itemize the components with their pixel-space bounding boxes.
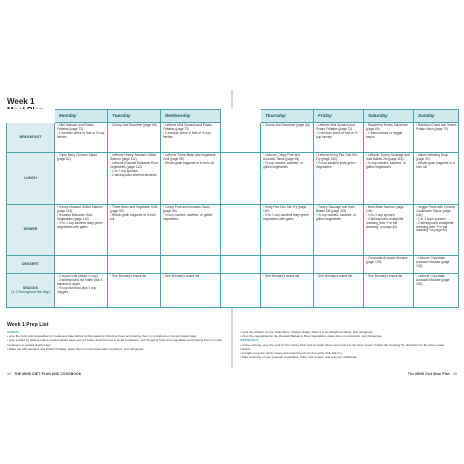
meal-item: • Mini Spinach and Potato Frittatas (page 72) xyxy=(57,124,105,132)
meal-item: • Whole-grain baguette or 6-inch roll xyxy=(163,162,218,166)
meal-row-breakfast xyxy=(7,123,459,153)
day-header: Monday xyxy=(55,110,108,123)
meal-item: • Cherry-Oat Smoothie (page 66) xyxy=(110,124,158,128)
meal-label xyxy=(7,123,55,153)
gutter-cell xyxy=(221,123,261,153)
meal-item: • 1 to 2 cups spinach xyxy=(416,218,456,222)
meal-item: • Leftover Kung Pao Tofu Stir-Fry (page 100) xyxy=(316,154,361,162)
gutter-cell xyxy=(221,153,261,205)
meal-item: • 2 slices turkey or veggie bacon xyxy=(366,132,411,140)
day-header: Wednesday xyxy=(161,110,221,123)
meal-item: • ½ cup roasted, sautéed, or grilled vegetables xyxy=(316,214,361,222)
meal-item: • Leftover Three-Bean and Vegetable Chili (page 96) xyxy=(163,154,218,162)
gutter-cell xyxy=(221,256,261,274)
day-header: Sunday xyxy=(414,110,459,123)
day-header: Saturday xyxy=(364,110,414,123)
meal-item: • See Monday's snack list xyxy=(163,275,218,279)
meal-item: • ½ cup sautéed leafy green vegetables xyxy=(316,162,361,170)
prep-item: • In the morning, prep the pork for the Crispy Pork and Avocado Tacos and cook it in the slow cooker. Follow the Cooking Tip directions for the slow cooker method. xyxy=(240,343,455,351)
meal-item: • Leftover Roasted Balsamic Root Vegetables (page 114) xyxy=(110,162,158,170)
meal-item: • Raspberry-Honey Macaroon (page 69) xyxy=(366,124,411,132)
meal-cell xyxy=(261,123,314,153)
meal-cell xyxy=(314,205,364,256)
meal-item: • 1 medium piece of fruit or ½ cup berries xyxy=(57,132,105,140)
meal-item: • Three-Bean and Vegetable Chili (page 96) xyxy=(110,206,158,214)
meal-cell xyxy=(108,123,161,153)
meal-label xyxy=(7,205,55,256)
page-number-right: 45 xyxy=(453,372,457,376)
meal-item: • 2 tablespoons slivered almonds xyxy=(110,174,158,178)
meal-label-text: BREAKFAST xyxy=(19,134,42,139)
meal-row-lunch xyxy=(7,153,459,205)
meal-cell xyxy=(414,256,459,274)
prep-list-title: Week 1 Prep List xyxy=(7,322,49,328)
meal-item: • 2 tablespoons vinaigrette dressing (see "For the dressing" on page 82) xyxy=(366,218,411,230)
prep-item: • Make the Mini Spinach and Potato Frittatas, place them in microwave-safe containers, and refrigerate. xyxy=(7,347,222,351)
meal-item: • ½ cup roasted, sautéed, or grilled vegetables xyxy=(263,162,311,170)
meal-label-text: LUNCH xyxy=(24,175,37,180)
corner-cell xyxy=(7,110,55,123)
prep-item: • cook the chicken for the Triple Berry Chicken Salad, place it in an airtight container, and refrigerate. xyxy=(240,330,455,334)
meal-item: • Rainbow Chard and Sweet Potato Hash (page 70) xyxy=(416,124,456,132)
meal-item: • Chocolate Avocado Mousse (page 126) xyxy=(366,257,411,265)
meal-cell xyxy=(108,274,161,308)
meal-item: • Leftover Mini Spinach and Potato Frittatas (page 72) xyxy=(316,124,361,132)
meal-cell xyxy=(414,153,459,205)
meal-item: • Honey-Mustard Grilled Salmon (page 112) xyxy=(57,206,105,214)
meal-cell xyxy=(414,123,459,153)
meal-cell xyxy=(261,256,314,274)
meal-cell xyxy=(108,153,161,205)
meal-label xyxy=(7,153,55,205)
day-header: Friday xyxy=(314,110,364,123)
snacks-note: (1-2 throughout the day) xyxy=(11,289,50,294)
meal-item: • ½ cup roasted, sautéed, or grilled vegetables xyxy=(163,214,218,222)
meal-label-text: SNACKS xyxy=(22,285,39,290)
meal-item: • 1 medium piece of fruit or ½ cup berries xyxy=(163,132,218,140)
meal-item: • Leftover Chocolate Avocado Mousse (page 126) xyxy=(416,275,456,287)
meal-row-snacks xyxy=(7,274,459,308)
prep-day-heading: SUNDAY xyxy=(7,330,20,334)
meal-cell xyxy=(161,205,221,256)
meal-item: • See Monday's snack list xyxy=(366,275,411,279)
meal-item: • ½ cup hummus plus 1 cup veggies xyxy=(57,287,105,295)
meal-row-dinner xyxy=(7,205,459,256)
day-header: Thursday xyxy=(261,110,314,123)
meal-item: • Turkey Sausage and Kale Baked Ziti (page 118) xyxy=(316,206,361,214)
meal-item: • 2 tablespoons vinaigrette dressing (see "For the dressing" on page 82) xyxy=(416,222,456,234)
meal-cell xyxy=(364,123,414,153)
meal-item: • ½ to 1 cup sauteed leafy green vegetables with garlic xyxy=(57,222,105,230)
meal-item: • Whole-grain baguette or 6-inch roll xyxy=(416,162,456,170)
meal-cell xyxy=(55,205,108,256)
meal-item: • ½ to 1 cup spinach xyxy=(366,214,411,218)
meal-label-text: DESSERT xyxy=(22,261,39,266)
meal-item: • Leftover Mini Spinach and Potato Frittatas (page 72) xyxy=(163,124,218,132)
meal-cell xyxy=(108,256,161,274)
meal-item: • 1 medium piece of fruit or ½ cup berries xyxy=(316,132,361,140)
prep-day-heading: WEDNESDAY xyxy=(240,338,260,343)
meal-item: • Triple Berry Chicken Salad (page 80) xyxy=(57,154,105,162)
meal-item: • 1 ounce nuts (about ¼ cup) xyxy=(57,275,105,279)
meal-item: • Leftover Honey-Mustard Grilled Salmon (page 112) xyxy=(110,154,158,162)
meal-plan-table xyxy=(6,109,459,308)
meal-cell xyxy=(55,274,108,308)
meal-cell xyxy=(364,205,414,256)
meal-label xyxy=(7,256,55,274)
book-title: THE MIND DIET PLAN AND COOKBOOK xyxy=(14,372,82,376)
meal-item: • ½ to 1 cup sautéed leafy green vegetables with garlic xyxy=(263,214,311,222)
meal-item: • Italian Wedding Soup (page 92) xyxy=(416,154,456,162)
meal-cell xyxy=(364,153,414,205)
gutter-cell xyxy=(221,274,261,308)
meal-item: • Crispy Pork and Avocado Tacos (page 98) xyxy=(163,206,218,214)
meal-item: • 1 to 2 cup spinach xyxy=(110,170,158,174)
meal-item: • ½ cup roasted, sautéed, or grilled vegetables xyxy=(366,162,411,170)
meal-cell xyxy=(414,205,459,256)
day-header: Tuesday xyxy=(108,110,161,123)
meal-row-dessert xyxy=(7,256,459,274)
day-header-row xyxy=(7,110,459,123)
gutter-cell xyxy=(221,110,261,123)
prep-item: • prep snacks by placing nuts in sealed plastic bags and nut butter and hummus in small containers, and chopping fruits and vegetables and placing them in small containers or sealed plastic bags. xyxy=(7,338,222,346)
page-number-left: 44 xyxy=(7,372,11,376)
meal-cell xyxy=(314,274,364,308)
meal-cell xyxy=(161,274,221,308)
meal-cell xyxy=(161,153,221,205)
meal-cell xyxy=(261,274,314,308)
meal-cell xyxy=(55,153,108,205)
meal-cell xyxy=(55,256,108,274)
prep-list-right xyxy=(240,330,455,359)
meal-item: • See Monday's snack list xyxy=(263,275,311,279)
meal-item: • 2 tablespoons nut butter plus 1 banana or apple xyxy=(57,279,105,287)
prep-item: • At night, prep the stir-fry sauce and cook the tofu for Kung Pao Tofu Stir-Fry. xyxy=(240,351,455,355)
meal-item: • Veggie Pizza with Creamy Cauliflower Sauce (page 104) xyxy=(416,206,456,218)
meal-cell xyxy=(161,256,221,274)
meal-cell xyxy=(261,205,314,256)
meal-item: • Leftover Chocolate Avocado Mousse (page 126) xyxy=(416,257,456,269)
meal-item: • See Monday's snack list xyxy=(316,275,361,279)
meal-cell xyxy=(161,123,221,153)
meal-label-text: DINNER xyxy=(23,227,38,232)
meal-item: • See Monday's snack list xyxy=(110,275,158,279)
meal-label xyxy=(7,274,55,308)
meal-item: • Kung Pao Tofu Stir-Fry (page 100) xyxy=(263,206,311,214)
meal-item: • Cherry-Oat Smoothie (page 66) xyxy=(263,124,311,128)
gutter-cell xyxy=(221,205,261,256)
meal-item: • Whole-grain baguette or 6-inch roll xyxy=(110,214,158,222)
prep-list-left xyxy=(7,330,222,351)
meal-item: • Beet-Bean Nachos (page 106) xyxy=(366,206,411,214)
meal-cell xyxy=(314,153,364,205)
prep-item: • prep the fruits and vegetables for meals and side dishes for the week by chopping them and placing them in containers or zip-top plastic bags. xyxy=(7,334,222,338)
meal-item: • Roasted Balsamic Root Vegetables (page 114) xyxy=(57,214,105,222)
title-line-1: Week 1 xyxy=(7,97,35,106)
meal-cell xyxy=(314,256,364,274)
meal-cell xyxy=(364,274,414,308)
footer-right xyxy=(408,372,457,376)
meal-cell xyxy=(55,123,108,153)
prep-item: • chop the vegetables for the Roasted Balsamic Root Vegetables, place them in containers, and refrigerate. xyxy=(240,334,455,338)
meal-cell xyxy=(261,153,314,205)
meal-item: • Leftover Crispy Pork and Avocado Tacos (page 98) xyxy=(263,154,311,162)
meal-item: • Leftover Turkey Sausage and Kale Baked Ziti (page 118) xyxy=(366,154,411,162)
meal-cell xyxy=(414,274,459,308)
meal-cell xyxy=(364,256,414,274)
footer-left xyxy=(7,372,81,376)
prep-item: • Take inventory of your prepped vegetables, fruits, and snacks, and prep any additional. xyxy=(240,355,455,359)
chapter-title: The MIND Diet Meal Plan xyxy=(407,372,450,376)
meal-cell xyxy=(314,123,364,153)
meal-cell xyxy=(108,205,161,256)
